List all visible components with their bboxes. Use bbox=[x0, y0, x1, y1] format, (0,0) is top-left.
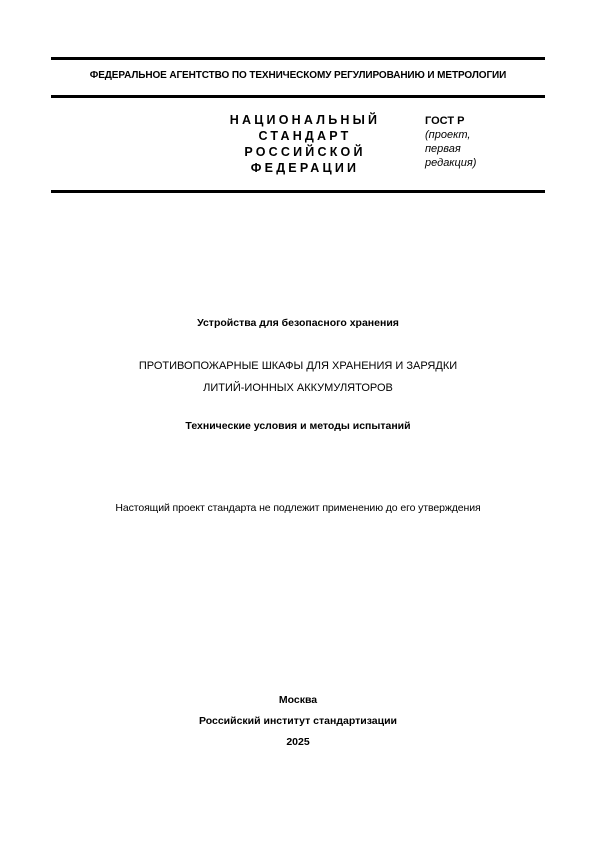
gost-designation bbox=[425, 114, 535, 170]
national-standard-heading bbox=[205, 112, 405, 176]
national-line: НАЦИОНАЛЬНЫЙ bbox=[229, 113, 381, 127]
document-title bbox=[51, 355, 545, 399]
national-line: СТАНДАРТ bbox=[258, 129, 352, 143]
gost-note-line: первая bbox=[425, 143, 461, 155]
bottom-header-rule bbox=[51, 190, 545, 193]
imprint-year: 2025 bbox=[286, 736, 310, 748]
gost-note-line: редакция) bbox=[425, 157, 477, 169]
national-line: ФЕДЕРАЦИИ bbox=[250, 161, 360, 175]
gost-code: ГОСТ Р bbox=[425, 115, 465, 127]
imprint bbox=[51, 690, 545, 753]
draft-notice: Настоящий проект стандарта не подлежит применению до его утверждения bbox=[115, 502, 481, 514]
national-line: РОССИЙСКОЙ bbox=[244, 145, 366, 159]
agency-name: ФЕДЕРАЛЬНОЕ АГЕНТСТВО ПО ТЕХНИЧЕСКОМУ РЕГУЛИРОВАНИЮ И МЕТРОЛОГИИ bbox=[89, 70, 507, 81]
title-line: ПРОТИВОПОЖАРНЫЕ ШКАФЫ ДЛЯ ХРАНЕНИЯ И ЗАРЯДКИ bbox=[138, 360, 458, 372]
title-line: ЛИТИЙ-ИОННЫХ АККУМУЛЯТОРОВ bbox=[203, 382, 393, 394]
gost-note-line: (проект, bbox=[425, 129, 471, 141]
document-subject: Устройства для безопасного хранения bbox=[197, 317, 399, 329]
document-spec: Технические условия и методы испытаний bbox=[185, 420, 411, 432]
imprint-city: Москва bbox=[278, 694, 318, 706]
header-rule bbox=[51, 95, 545, 98]
top-rule bbox=[51, 57, 545, 60]
imprint-publisher: Российский институт стандартизации bbox=[198, 715, 398, 727]
